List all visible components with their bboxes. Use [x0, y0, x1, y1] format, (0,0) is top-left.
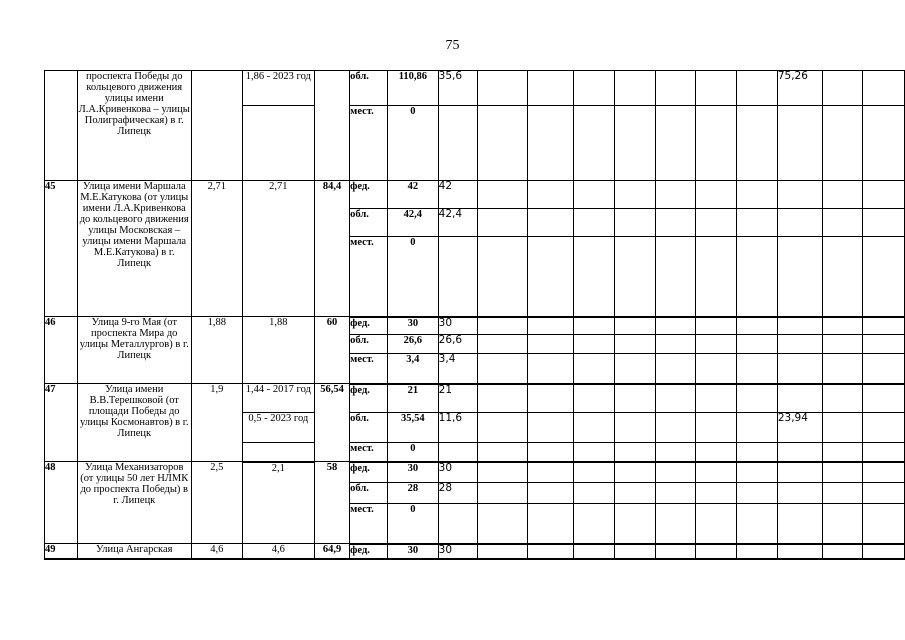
table-row: мест. 0	[45, 106, 905, 181]
table-row: 48 Улица Механизаторов (от улицы 50 лет НЛМК до проспекта Победы) в г. Липецк 2,5 2,1 58 фед. 30 30	[45, 462, 905, 483]
table-row: 0,5 - 2023 год обл. 35,54 11,6 23,94	[45, 413, 905, 443]
table-row: проспекта Победы до кольцевого движения улицы имени Л.А.Кривенкова – улицы Полиграфическая) в г. Липецк 1,86 - 2023 год обл. 110,86 35,6 75,26	[45, 71, 905, 106]
table-row: 49 Улица Ангарская 4,6 4,6 64,9 фед. 30 30	[45, 544, 905, 559]
table-row: мест. 0	[45, 504, 905, 544]
funding-table	[44, 70, 905, 560]
table-row: 45 Улица имени Маршала М.Е.Катукова (от улицы имени Л.А.Кривенкова до кольцевого движения улицы Московская – улицы имени Маршала М.Е.Катукова) в г. Липецк 2,71 2,71 84,4 фед. 42 42	[45, 181, 905, 209]
page-number: 75	[445, 38, 460, 53]
table-row: обл. 42,4 42,4	[45, 209, 905, 237]
table-row: мест. 0	[45, 237, 905, 317]
table-row: обл. 28 28	[45, 483, 905, 504]
table-row: обл. 26,6 26,6	[45, 335, 905, 354]
table-row: мест. 3,4 3,4	[45, 354, 905, 384]
table-row: 46 Улица 9-го Мая (от проспекта Мира до улицы Металлургов) в г. Липецк 1,88 1,88 60 фед. 30 30	[45, 317, 905, 335]
table-row: мест. 0	[45, 443, 905, 462]
table-row: 47 Улица имени В.В.Терешковой (от площади Победы до улицы Космонавтов) в г. Липецк 1,9 1,44 - 2017 год 56,54 фед. 21 21	[45, 384, 905, 413]
